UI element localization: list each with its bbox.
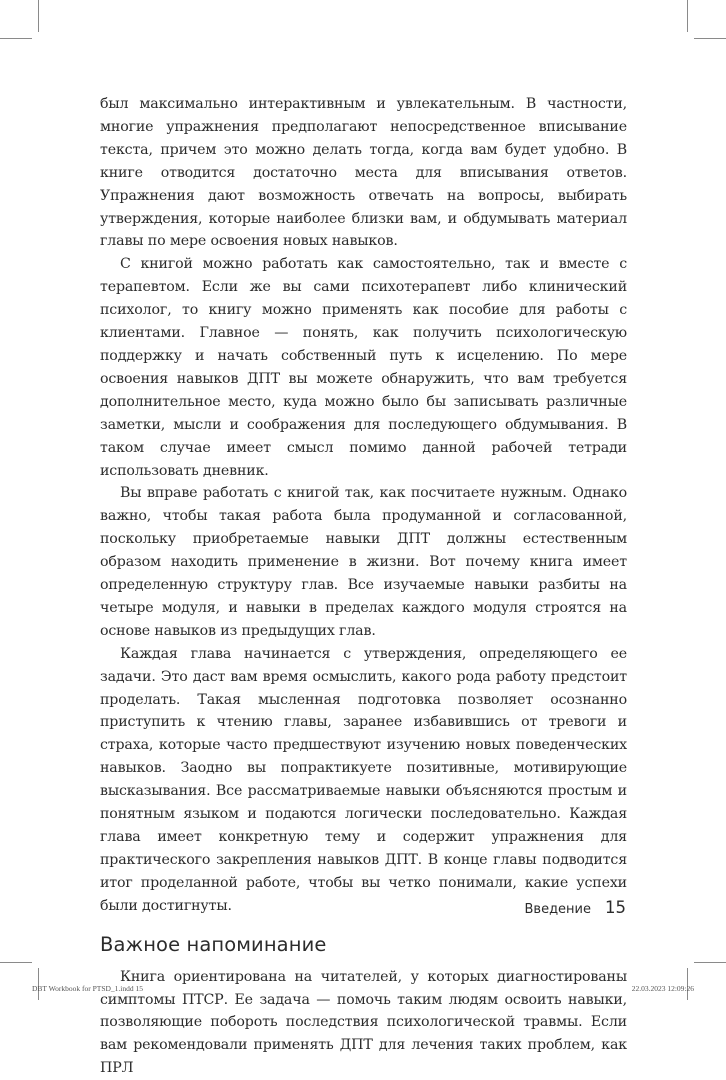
running-footer (524, 898, 626, 917)
crop-mark-top-left (0, 38, 32, 39)
paragraph-2: С книгой можно работать как самостоятельно, так и вместе с терапевтом. Если же вы сами психотерапевт либо клинический психолог, то книгу можно применять как пособие для работы с клиентами. Главное — понять, как получить психологическую поддержку и начать собственный путь к исцелению. По мере освоения навыков ДПТ вы можете обнаружить, что вам требуется дополнительное место, куда можно было бы записывать различные заметки, мысли и соображения для последующего обдумывания. В таком случае имеет смысл помимо данной рабочей тетради использовать дневник. (100, 256, 627, 479)
paragraph-1: был максимально интерактивным и увлекательным. В частности, многие упражнения предполагают непосредственное вписывание текста, причем это можно делать тогда, когда вам будет удобно. В книге отводится достаточно места для вписывания ответов. Упражнения дают возможность отвечать на вопросы, выбирать утверждения, которые наиболее близки вам, и обдумывать материал главы по мере освоения новых навыков. (100, 96, 627, 250)
footer-section-title: Введение (524, 902, 591, 917)
crop-mark-top-right (694, 38, 726, 39)
page-body (100, 93, 627, 1080)
page-number: 15 (605, 898, 626, 917)
paragraph-3: Вы вправе работать с книгой так, как посчитаете нужным. Однако важно, чтобы такая работа была продуманной и согласованной, поскольку приобретаемые навыки ДПТ должны естественным образом находить применение в жизни. Вот почему книга имеет определенную структуру глав. Все изучаемые навыки разбиты на четыре модуля, и навыки в пределах каждого модуля строятся на основе навыков из предыдущих глав. (100, 485, 627, 639)
crop-mark-bottom-right (694, 962, 726, 963)
section-paragraph: Книга ориентирована на читателей, у которых диагностированы симптомы ПТСР. Ее задача — помочь таким людям освоить навыки, позволяющие побороть последствия психологической травмы. Если вам рекомендовали применять ДПТ для лечения таких проблем, как ПРЛ (100, 968, 627, 1077)
crop-mark-bottom-left (0, 962, 32, 963)
crop-mark-top-right-v (687, 0, 688, 32)
print-slug-timestamp: 22.03.2023 12:09:26 (631, 984, 694, 993)
crop-mark-top-left-v (38, 0, 39, 32)
print-slug-file: DBT Workbook for PTSD_1.indd 15 (32, 984, 143, 993)
section-heading: Важное напоминание (100, 932, 327, 956)
paragraph-4: Каждая глава начинается с утверждения, определяющего ее задачи. Это даст вам время осмыслить, какого рода работу предстоит проделать. Такая мысленная подготовка позволяет осознанно приступить к чтению главы, заранее избавившись от тревоги и страха, которые часто предшествуют изучению новых поведенческих навыков. Заодно вы попрактикуете позитивные, мотивирующие высказывания. Все рассматриваемые навыки объясняются простым и понятным языком и подаются логически последовательно. Каждая глава имеет конкретную тему и содержит упражнения для практического закрепления навыков ДПТ. В конце главы подводится итог проделанной работе, чтобы вы четко понимали, какие успехи были достигнуты. (100, 645, 627, 914)
